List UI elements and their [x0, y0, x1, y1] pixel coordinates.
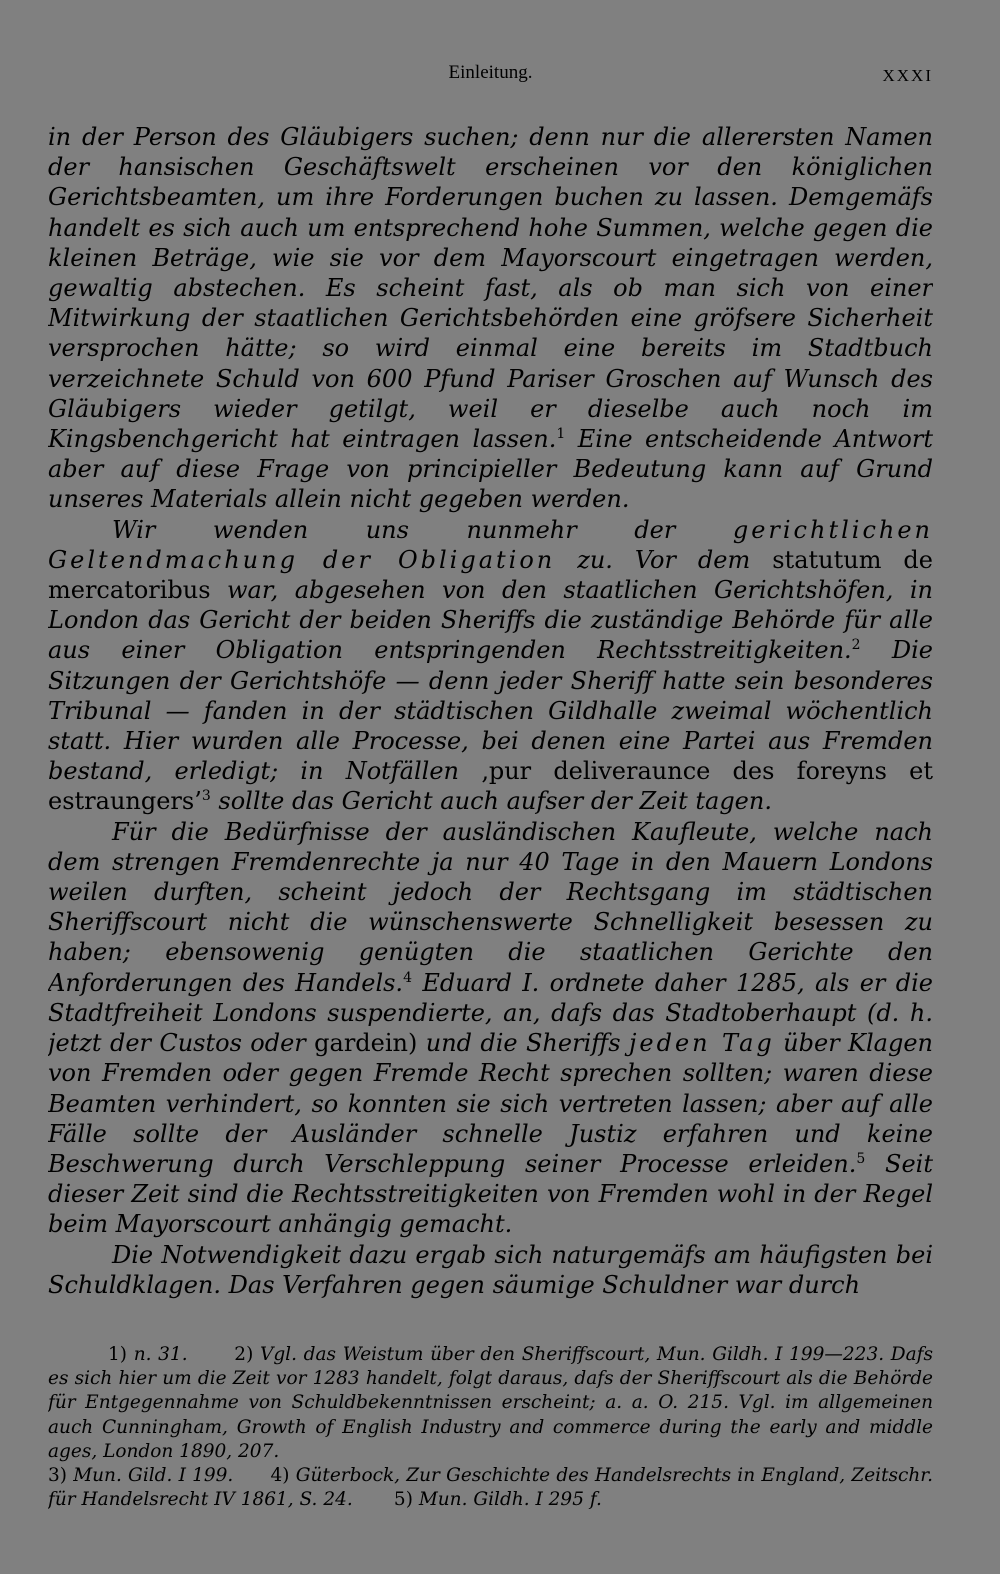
text-run: war, abgesehen von den staatlichen Gerichtshöfen, in London das Gericht der beiden Sheriffs die zuständige Behörde für alle aus einer Obligation entspringenden Rechtsstreitigkeiten. [48, 576, 933, 665]
footnote-number: 1) [108, 1344, 127, 1365]
footnote-text: Mun. Gildh. I 295 f. [418, 1489, 602, 1511]
footnote-number: 5) [393, 1489, 413, 1511]
page-header [48, 60, 933, 92]
footnote-number: 3) [48, 1465, 67, 1487]
footnote-number: 4) [270, 1465, 290, 1487]
spaced-emphasis: jeden Tag [628, 1029, 775, 1058]
footnote-block-1 [48, 1343, 933, 1464]
footnote-text: Güterbock, Zur Geschichte des Handelsrechts in England, Zeitschr. für Handelsrecht IV 1861, S. 24. [48, 1465, 933, 1511]
text-run: Eine entscheidende Antwort aber auf diese Frage von principieller Bedeutung kann auf Grund unseres Materials allein nicht gegeben werden. [48, 425, 933, 514]
footnote-text: Mun. Gild. I 199. [73, 1465, 234, 1487]
footnote-ref-5: 5 [856, 1150, 866, 1167]
paragraph-2 [48, 515, 933, 817]
text-run: Die Notwendigkeit dazu ergab sich naturgemäfs am häufigsten bei Schuldklagen. Das Verfahren gegen säumige Schuldner war durch [48, 1240, 933, 1299]
text-run: Die Sitzungen der Gerichtshöfe — denn jeder Sheriff hatte sein besonderes Tribunal — fanden in der städtischen Gildhalle zweimal wöchentlich statt. Hier wurden alle Processe, bei denen eine Partei aus Fremden bestand, erledigt; in Notfällen [48, 636, 933, 786]
text-run: Für die Bedürfnisse der ausländischen Kaufleute, welche nach dem strengen Fremdenrechte ja nur 40 Tage in den Mauern Londons weilen durften, scheint jedoch der Rechtsgang im städtischen Sheriffscourt nicht die wünschenswerte Schnelligkeit besessen zu haben; ebensowenig genügten die staatlichen Gerichte den Anforderungen des Handels. [48, 817, 933, 997]
footnote-ref-4: 4 [403, 969, 412, 986]
footnote-text: Vgl. das Weistum über den Sheriffscourt, Mun. Gildh. I 199—223. Dafs es sich hier um die Zeit vor 1283 handelt, folgt daraus, dafs der Sheriffscourt als die Behörde für Entgegennahme von Schuldbekenntnissen erscheint; a. a. O. 215. Vgl. im allgemeinen auch Cunningham, Growth of English Industry and commerce during the early and middle ages, London 1890, 207. [48, 1344, 933, 1462]
roman-text: ‚pur deliveraunce des foreyns et estraungers’ [48, 757, 933, 816]
text-run: in der Person des Gläubigers suchen; denn nur die allerersten Namen der hansischen Geschäftswelt erscheinen vor den königlichen Gerichtsbeamten, um ihre Forderungen buchen zu lassen. Demgemäfs handelt es sich auch um entsprechend hohe Summen, welche gegen die kleinen Beträge, wie sie vor dem Mayorscourt eingetragen werden, gewaltig abstechen. Es scheint fast, als ob man sich von einer Mitwirkung der staatlichen Gerichtsbehörden eine gröfsere Sicherheit versprochen hätte; so wird einmal eine bereits im Stadtbuch verzeichnete Schuld von 600 Pfund Pariser Groschen auf Wunsch des Gläubigers wieder getilgt, weil er dieselbe auch noch im Kingsbenchgericht hat eintragen lassen. [48, 123, 933, 454]
text-run: Seit dieser Zeit sind die Rechtsstreitigkeiten von Fremden wohl in der Regel beim Mayorscourt anhängig gemacht. [48, 1149, 933, 1239]
paragraph-1 [48, 122, 933, 515]
footnotes [48, 1343, 933, 1512]
footnote-block-2 [48, 1464, 933, 1512]
page-number: XXXI [882, 66, 933, 85]
text-run: Wir wenden uns nunmehr der [112, 515, 733, 544]
text-run: Eduard I. ordnete daher 1285, als er die Stadtfreiheit Londons suspendierte, an, dafs das Stadtoberhaupt (d. h. jetzt der Custos oder [48, 968, 933, 1058]
footnote-number: 2) [234, 1344, 254, 1365]
book-page [48, 60, 933, 1540]
text-run: und die Sheriffs [417, 1029, 629, 1058]
footnote-ref-2: 2 [851, 637, 861, 654]
footnote-ref-1: 1 [556, 426, 566, 443]
main-text [48, 122, 933, 1300]
footnote-text: n. 31. [133, 1344, 188, 1365]
roman-text: gardein) [314, 1029, 418, 1058]
paragraph-4 [48, 1240, 933, 1300]
spaced-emphasis: gerichtlichen Geltendmachung der Obligation [48, 515, 933, 574]
footnote-ref-3: 3 [201, 788, 211, 805]
text-run: über Klagen von Fremden oder gegen Fremde Recht sprechen sollten; waren diese Beamten verhindert, so konnten sie sich vertreten lassen; aber auf alle Fälle sollte der Ausländer schnelle Justiz erfahren und keine Beschwerung durch Verschleppung seiner Processe erleiden. [48, 1029, 933, 1178]
roman-text: statutum de mercatoribus [48, 545, 933, 605]
text-run: sollte das Gericht auch aufser der Zeit tagen. [210, 787, 772, 816]
text-run: zu. Vor dem [555, 545, 773, 574]
running-head: Einleitung. [448, 62, 533, 83]
paragraph-3 [48, 817, 933, 1240]
